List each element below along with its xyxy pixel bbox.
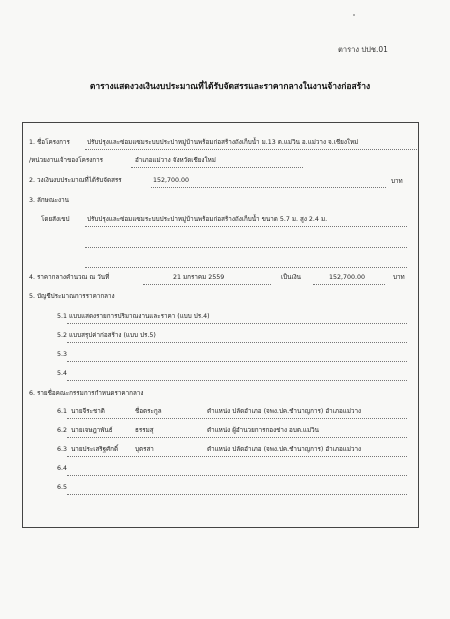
agency-value: อำเภอแม่วาง จังหวัดเชียงใหม่ <box>135 157 216 164</box>
summary-label: โดยสังเขป <box>41 216 70 223</box>
committee-no: 6.3 <box>57 446 68 453</box>
agency-label: /หน่วยงานเจ้าของโครงการ <box>29 157 104 164</box>
summary-line-3 <box>85 267 407 268</box>
median-unit: บาท <box>393 274 405 281</box>
summary-value: ปรับปรุงและซ่อมแซมระบบประปาหมู่บ้านพร้อมก่อสร้างถังเก็บน้ำ ขนาด 5.7 ม. สูง 2.4 ม. <box>87 216 328 223</box>
agency-line <box>131 167 303 168</box>
source-line <box>67 380 407 381</box>
committee-line <box>67 418 407 419</box>
median-amount: 152,700.00 <box>329 274 366 281</box>
source-item: 5.1 แบบแสดงรายการปริมาณงานและราคา (แบบ ปร.4) <box>57 313 210 320</box>
budget-label: 2. วงเงินงบประมาณที่ได้รับจัดสรร <box>29 177 122 184</box>
committee-line <box>67 494 407 495</box>
source-line <box>67 323 407 324</box>
form-code: ตาราง ปปช.01 <box>338 45 388 54</box>
median-amount-label: เป็นเงิน <box>281 274 301 281</box>
median-label: 4. ราคากลางคำนวณ ณ วันที่ <box>29 274 110 281</box>
sources-label: 5. บัญชีประมาณการราคากลาง <box>29 293 115 300</box>
committee-no: 6.5 <box>57 484 68 491</box>
committee-position: ตำแหน่ง ปลัดอำเภอ (จพง.ปค.ชำนาญการ) อำเภอแม่วาง <box>207 408 362 415</box>
median-date-line <box>143 284 271 285</box>
budget-line <box>151 187 386 188</box>
committee-no: 6.2 <box>57 427 68 434</box>
committee-label: 6. รายชื่อคณะกรรมการกำหนดราคากลาง <box>29 390 144 397</box>
committee-last-name: ชื่อตระกูล <box>135 408 162 415</box>
committee-position: ตำแหน่ง ปลัดอำเภอ (จพง.ปค.ชำนาญการ) อำเภอแม่วาง <box>207 446 362 453</box>
document-title: ตารางแสดงวงเงินงบประมาณที่ได้รับจัดสรรและราคากลางในงานจ้างก่อสร้าง <box>89 82 371 92</box>
committee-no: 6.4 <box>57 465 68 472</box>
committee-first-name: นายประเสริฐศักดิ์ <box>71 446 119 453</box>
source-item: 5.4 <box>57 370 68 377</box>
source-line <box>67 361 407 362</box>
committee-last-name: บุตรสา <box>135 446 154 453</box>
source-item: 5.2 แบบสรุปค่าก่อสร้าง (แบบ ปร.5) <box>57 332 156 339</box>
median-amount-line <box>313 284 385 285</box>
form-box <box>22 122 419 528</box>
project-name-line <box>85 149 417 150</box>
source-line <box>67 342 407 343</box>
summary-line-1 <box>85 226 407 227</box>
committee-line <box>67 437 407 438</box>
committee-last-name: ธรรมสุ <box>135 427 154 434</box>
source-item: 5.3 <box>57 351 68 358</box>
committee-first-name: นายเจษฎาพันธ์ <box>71 427 113 434</box>
budget-value: 152,700.00 <box>153 177 190 184</box>
committee-line <box>67 475 407 476</box>
committee-line <box>67 456 407 457</box>
project-name-label: 1. ชื่อโครงการ <box>29 139 70 146</box>
scan-speck <box>353 14 355 16</box>
committee-no: 6.1 <box>57 408 68 415</box>
median-date: 21 มกราคม 2559 <box>173 274 225 281</box>
summary-line-2 <box>85 247 407 248</box>
committee-first-name: นายจีระชาติ <box>71 408 105 415</box>
nature-label: 3. ลักษณะงาน <box>29 197 69 204</box>
budget-unit: บาท <box>391 178 403 185</box>
committee-position: ตำแหน่ง ผู้อำนวยการกองช่าง อบต.แม่วิน <box>207 427 319 434</box>
project-name-value: ปรับปรุงและซ่อมแซมระบบประปาหมู่บ้านพร้อมก่อสร้างถังเก็บน้ำ ม.13 ต.แม่วิน อ.แม่วาง จ.เชียงใหม่ <box>87 139 359 146</box>
